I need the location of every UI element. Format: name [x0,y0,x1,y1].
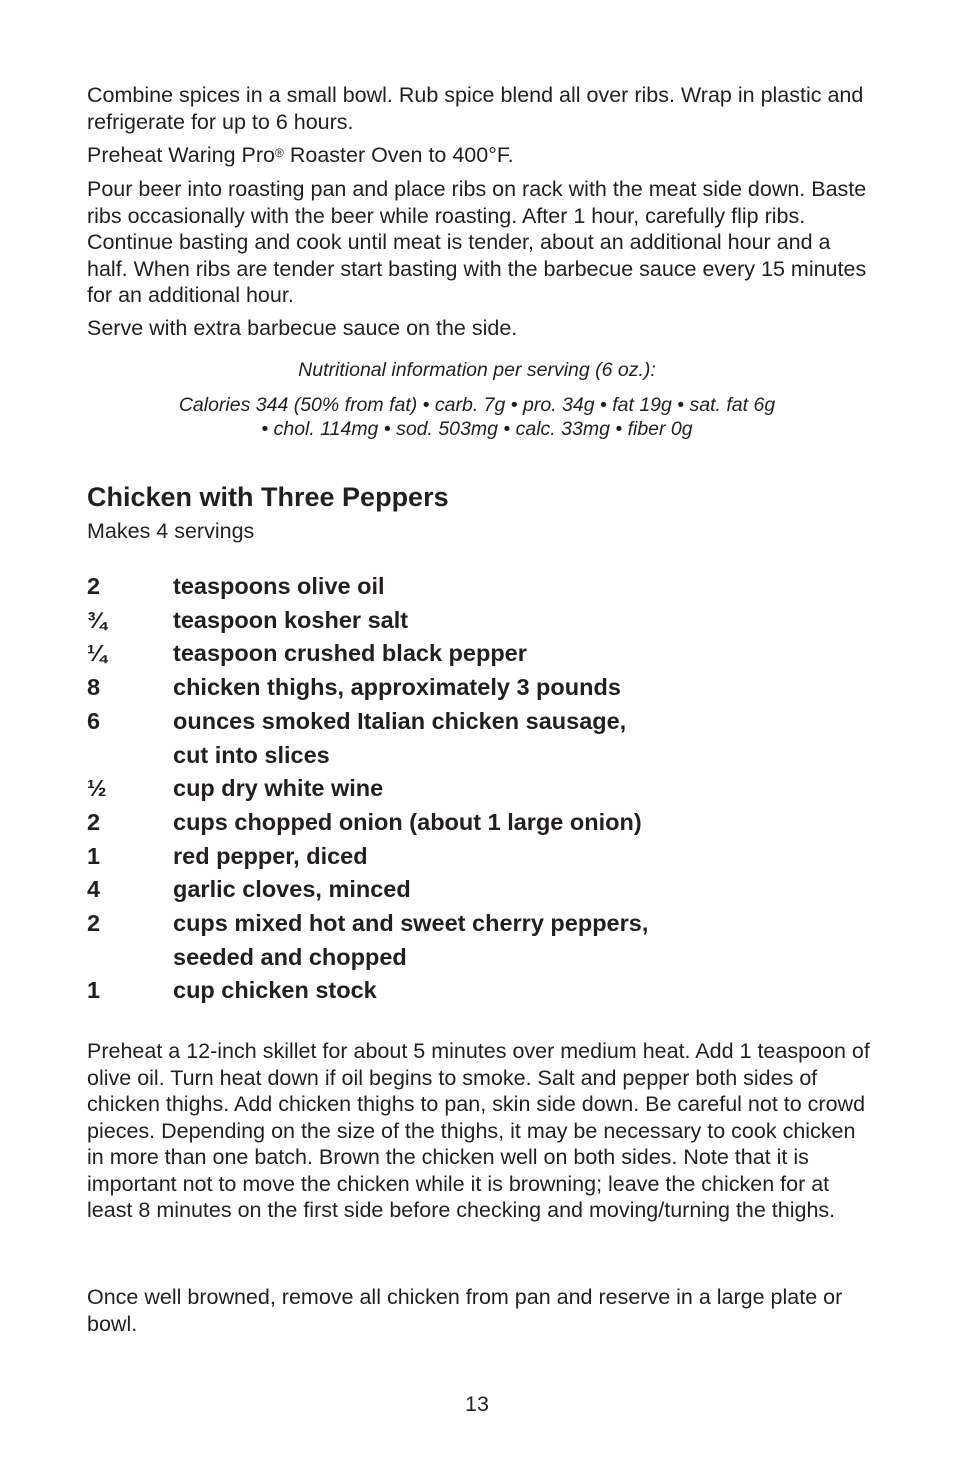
nutrition-heading: Nutritional information per serving (6 oz.): [298,359,656,381]
ingredient-text: cup chicken stock [173,977,377,1004]
ingredient-text: teaspoon kosher salt [173,606,409,633]
recipe-title: Chicken with Three Peppers [87,482,449,512]
ingredient-text: chicken thighs, approximately 3 pounds [173,674,621,701]
recipe-servings: Makes 4 servings [87,519,255,543]
directions-paragraph-1: Preheat a 12-inch skillet for about 5 minutes over medium heat. Add 1 teaspoon of olive oil. Turn heat down if oil begins to smoke. Salt and pepper both sides of chicken thighs. Add chicken thighs to pan, skin side down. Be careful not to crowd pieces. Depending on the size of the thighs, it may be necessary to cook chicken in more than one batch. Brown the chicken well on both sides. Note that it is important not to move the chicken while it is browning; leave the chicken for at least 8 minutes on the first side before checking and moving/turning the thighs. [87,1039,870,1222]
ingredient-text: red pepper, diced [173,842,368,869]
nutrition-line-1: Calories 344 (50% from fat) • carb. 7g • pro. 34g • fat 19g • sat. fat 6g [178,394,776,416]
directions-paragraph-2: Once well browned, remove all chicken from pan and reserve in a large plate or bowl. [87,1285,843,1336]
ingredient-text: cups mixed hot and sweet cherry peppers, [173,910,649,936]
ingredient-quantity: ½ [87,775,107,802]
ingredient-text-continuation: seeded and chopped [173,943,407,970]
ingredient-text: ounces smoked Italian chicken sausage, [173,707,627,734]
ingredient-text-continuation: cut into slices [173,741,330,768]
registered-mark: ® [275,146,284,160]
ingredients-list [87,570,877,1010]
ingredient-text: teaspoon crushed black pepper [173,640,527,667]
ingredient-quantity: 8 [87,674,101,701]
intro-paragraph-2-start: Preheat Waring Pro [87,143,276,167]
ingredient-quantity: 2 [87,573,101,599]
intro-paragraph-2 [87,142,867,169]
ingredient-quantity: 2 [87,808,101,835]
ingredient-quantity: 4 [87,876,101,903]
ingredient-quantity: ¼ [87,640,107,667]
ingredient-quantity: 6 [87,707,101,734]
ingredient-text: garlic cloves, minced [173,876,411,903]
ingredient-quantity: ¾ [87,606,107,633]
page-number: 13 [465,1392,489,1416]
nutrition-line-2: • chol. 114mg • sod. 503mg • calc. 33mg • fiber 0g [261,418,693,440]
ingredient-text: cups chopped onion (about 1 large onion) [173,808,642,835]
intro-paragraph-2-end: Roaster Oven to 400°F. [283,143,514,167]
ingredient-quantity: 1 [87,842,101,869]
ingredient-text: teaspoons olive oil [173,573,385,599]
ingredient-quantity: 2 [87,910,101,936]
ingredient-text: cup dry white wine [173,775,384,802]
ingredient-quantity: 1 [87,977,101,1004]
intro-paragraph-4: Serve with extra barbecue sauce on the side. [87,316,518,340]
intro-paragraph-3: Pour beer into roasting pan and place ribs on rack with the meat side down. Baste ribs occasionally with the beer while roasting. After 1 hour, carefully flip ribs. Continue basting and cook until meat is tender, about an additional hour and a half. When ribs are tender start basting with the barbecue sauce every 15 minutes for an additional hour. [87,177,867,307]
intro-paragraph-1: Combine spices in a small bowl. Rub spice blend all over ribs. Wrap in plastic and refrigerate for up to 6 hours. [87,83,864,134]
